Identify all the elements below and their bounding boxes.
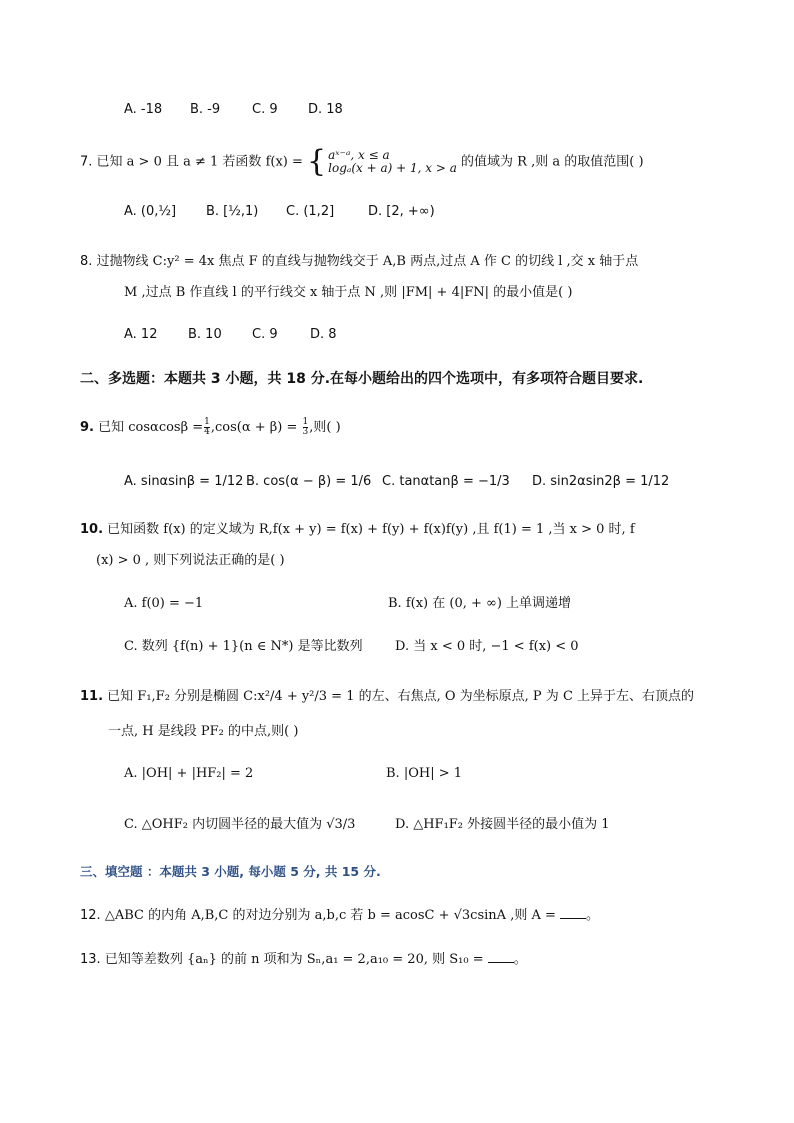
q10-line-2: (x) > 0 , 则下列说法正确的是( ) [96,553,285,568]
q13-end: 。 [513,952,527,967]
numerator: 1 [302,417,309,427]
q6-option-c: C. 9 [252,102,278,117]
q6-option-d: D. 18 [308,102,343,117]
q11-line-2: 一点, H 是线段 PF₂ 的中点,则( ) [108,724,299,739]
question-9 [80,418,341,438]
q9-stem-mid: ,cos(α + β) = [210,420,298,435]
q8-option-a: A. 12 [124,327,158,342]
q9-option-a: A. sinαsinβ = 1/12 [124,474,244,489]
q11-option-d: D. △HF₁F₂ 外接圆半径的最小值为 1 [395,817,610,832]
question-7 [80,144,644,179]
question-11 [80,687,694,707]
numerator: 1 [204,417,210,427]
q6-options [124,100,343,120]
q10-option-b: B. f(x) 在 (0, + ∞) 上单调递增 [388,596,572,611]
question-number: 9. [80,420,94,435]
q7-stem-pre: 已知 a > 0 且 a ≠ 1 若函数 f(x) = [96,154,303,170]
q10-option-a: A. f(0) = −1 [124,596,204,611]
question-number: 7. [80,154,93,170]
q7-case-1: aˣ⁻ᵃ, x ≤ a [328,148,390,162]
q8-option-d: D. 8 [310,327,337,342]
q8-options [124,325,337,345]
q12-stem: △ABC 的内角 A,B,C 的对边分别为 a,b,c 若 b = acosC + √3csinA ,则 A = [104,908,556,923]
q8-line-1: 过抛物线 C:y² = 4x 焦点 F 的直线与抛物线交于 A,B 两点,过点 A 作 C 的切线 l ,交 x 轴于点 [96,254,639,269]
q9-stem-post: ,则( ) [309,420,341,435]
question-number: 13. [80,952,101,967]
question-12 [80,904,599,926]
question-number: 10. [80,522,104,537]
q9-stem-pre: 已知 cosαcosβ = [98,420,204,435]
fraction [303,418,309,437]
question-number: 12. [80,908,101,923]
answer-blank[interactable] [488,948,514,963]
q11-option-c: C. △OHF₂ 内切圆半径的最大值为 √3/3 [124,817,356,832]
q8-option-c: C. 9 [252,327,278,342]
section-3-heading: 三、填空题 ：本题共 3 小题, 每小题 5 分, 共 15 分. [80,864,381,879]
q7-stem-post: 的值域为 R ,则 a 的取值范围( ) [461,154,644,170]
q10-option-d: D. 当 x < 0 时, −1 < f(x) < 0 [395,639,579,654]
q10-line-1: 已知函数 f(x) 的定义域为 R,f(x + y) = f(x) + f(y) + f(x)f(y) ,且 f(1) = 1 ,当 x > 0 时, f [107,522,635,537]
q9-option-b: B. cos(α − β) = 1/6 [246,474,372,489]
question-number: 8. [80,254,93,269]
q9-options [124,472,669,492]
q12-end: 。 [586,908,600,923]
answer-blank[interactable] [560,904,586,919]
q7-piecewise [307,144,457,179]
q11-option-a: A. |OH| + |HF₂| = 2 [124,766,254,781]
q7-option-d: D. [2, +∞) [368,204,435,219]
denominator: 3 [302,427,309,437]
q6-option-b: B. -9 [190,102,221,117]
q10-option-c: C. 数列 {f(n) + 1}(n ∈ N*) 是等比数列 [124,639,363,654]
q7-case-2: logₐ(x + a) + 1, x > a [328,161,457,175]
brace-glyph: { [307,144,327,179]
q13-stem: 已知等差数列 {aₙ} 的前 n 项和为 Sₙ,a₁ = 2,a₁₀ = 20, 则 S₁₀ = [104,952,484,967]
fraction [204,418,210,437]
q6-option-a: A. -18 [124,102,163,117]
q11-line-1: 已知 F₁,F₂ 分别是椭圆 C:x²/4 + y²/3 = 1 的左、右焦点, O 为坐标原点, P 为 C 上异于左、右顶点的 [107,689,695,704]
question-8 [80,252,638,272]
question-10 [80,520,635,540]
q7-option-c: C. (1,2] [286,204,335,219]
denominator: 4 [204,427,210,437]
question-number: 11. [80,689,104,704]
question-13 [80,948,527,970]
q9-option-c: C. tanαtanβ = −1/3 [382,474,510,489]
q8-line-2: M ,过点 B 作直线 l 的平行线交 x 轴于点 N ,则 |FM| + 4|FN| 的最小值是( ) [124,285,573,300]
q9-option-d: D. sin2αsin2β = 1/12 [532,474,670,489]
q11-option-b: B. |OH| > 1 [386,766,463,781]
q7-option-b: B. [½,1) [206,204,259,219]
q8-option-b: B. 10 [188,327,222,342]
q7-option-a: A. (0,½] [124,204,177,219]
q7-options [124,202,435,222]
section-2-heading: 二、多选题：本题共 3 小题，共 18 分.在每小题给出的四个选项中，有多项符合题目要求. [80,371,644,387]
